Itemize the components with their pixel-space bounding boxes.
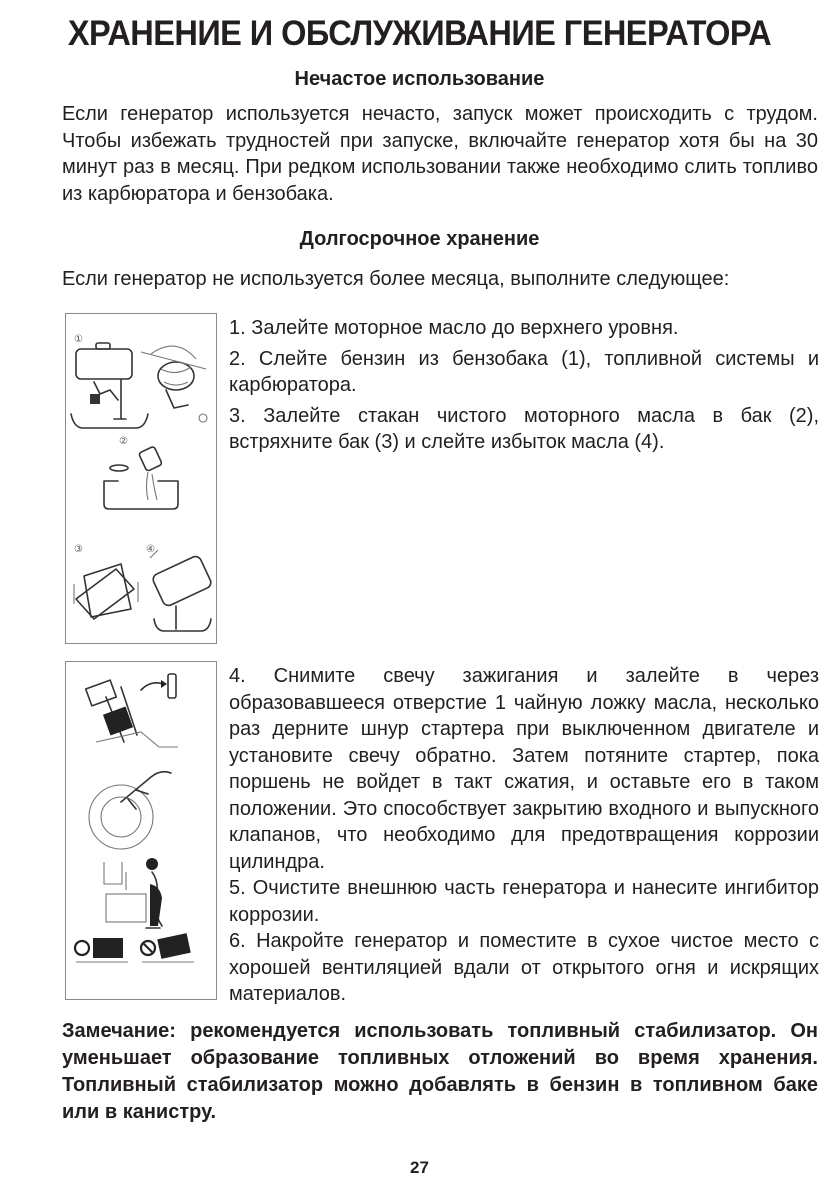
- step-4: 4. Снимите свечу зажигания и залейте в через образовавшееся отверстие 1 чайную ложку масла, несколько раз дерните шнур стартера при выключенном двигателе и установите свечу обратно. Затем потяните стартер, пока поршень не войдет в такт сжатия, и оставьте его в таком положении. Это способствует закрытию входного и выпускного клапанов, что необходимо для предотвращения коррозии цилиндра.: [229, 665, 819, 873]
- svg-text:②: ②: [119, 436, 128, 447]
- paragraph-long-term-intro: Если генератор не используется более месяца, выполните следующее:: [62, 268, 730, 290]
- steps-group-2: [229, 663, 819, 1008]
- step-3: 3. Залейте стакан чистого моторного масла в бак (2), встряхните бак (3) и слейте избыток масла (4).: [229, 404, 819, 453]
- svg-text:④: ④: [146, 544, 155, 555]
- note-fuel-stabilizer: Замечание: рекомендуется использовать топливный стабилизатор. Он уменьшает образование топливных отложений во время хранения. Топливный стабилизатор можно добавлять в бензин в топливном баке или в канистру.: [62, 1020, 818, 1123]
- page-title: ХРАНЕНИЕ И ОБСЛУЖИВАНИЕ ГЕНЕРАТОРА: [67, 14, 772, 53]
- step-1: 1. Залейте моторное масло до верхнего уровня.: [229, 317, 679, 339]
- heading-long-term-storage: Долгосрочное хранение: [299, 228, 540, 250]
- step-6: 6. Накройте генератор и поместите в сухое чистое место с хорошей вентиляцией вдали от открытого огня и искрящих материалов.: [229, 930, 819, 1005]
- fuel-tank-illustration-icon: [66, 314, 216, 643]
- step-2: 2. Слейте бензин из бензобака (1), топливной системы и карбюратора.: [229, 347, 819, 396]
- figure-spark-plug-storage: [65, 661, 217, 1000]
- spark-plug-illustration-icon: [66, 662, 216, 999]
- step-5: 5. Очистите внешнюю часть генератора и нанесите ингибитор коррозии.: [229, 877, 819, 926]
- figure-drain-tank: [65, 313, 217, 644]
- paragraph-infrequent-use: Если генератор используется нечасто, запуск может происходить с трудом. Чтобы избежать трудностей при запуске, включайте генератор хотя бы на 30 минут раз в месяц. При редком использовании также необходимо слить топливо из карбюратора и бензобака.: [62, 103, 818, 205]
- heading-infrequent-use: Нечастое использование: [294, 68, 545, 90]
- steps-group-1: [229, 315, 819, 460]
- page-number: 27: [410, 1158, 429, 1177]
- svg-text:①: ①: [74, 334, 83, 345]
- svg-text:③: ③: [74, 544, 83, 555]
